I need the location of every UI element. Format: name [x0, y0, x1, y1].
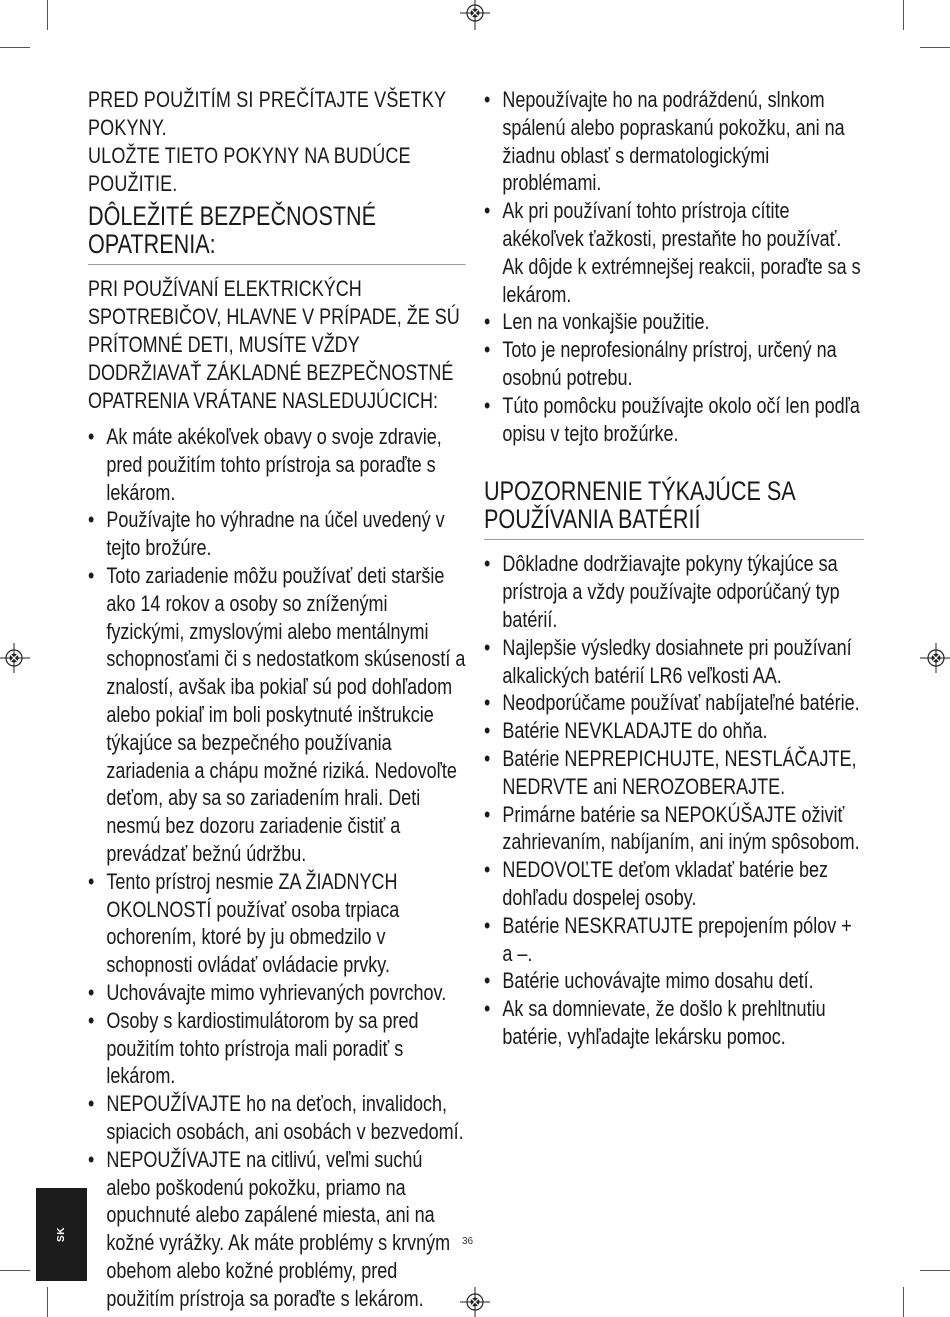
language-tab: [36, 1188, 87, 1281]
right-column: [484, 86, 864, 1051]
page-number: 36: [462, 1236, 474, 1247]
list-item: • Neodporúčame používať nabíjateľné batérie.: [484, 689, 864, 717]
list-item: • Batérie uchovávajte mimo dosahu detí.: [484, 967, 864, 995]
list-item: • Toto je neprofesionálny prístroj, určený na osobnú potrebu.: [484, 336, 864, 392]
registration-mark-icon: [460, 0, 490, 30]
safety-list-continued: [484, 86, 864, 447]
list-item: • Batérie NEPREPICHUJTE, NESTLÁČAJTE, NEDRVTE ani NEROZOBERAJTE.: [484, 745, 864, 801]
list-item: • Ak máte akékoľvek obavy o svoje zdravie, pred použitím tohto prístroja sa poraďte s lekárom.: [88, 423, 466, 506]
list-item: • Nepoužívajte ho na podráždenú, slnkom spálenú alebo popraskanú pokožku, ani na žiadnu oblasť s dermatologickými problémami.: [484, 86, 864, 197]
intro-block: PRI POUŽÍVANÍ ELEKTRICKÝCH SPOTREBIČOV, HLAVNE V PRÍPADE, ŽE SÚ PRÍTOMNÉ DETI, MUSÍTE VŽDY DODRŽIAVAŤ ZÁKLADNÉ BEZPEČNOSTNÉ OPATRENIA VRÁTANE NASLEDUJÚCICH:: [88, 276, 460, 413]
list-item: • Najlepšie výsledky dosiahnete pri používaní alkalických batérií LR6 veľkosti AA.: [484, 634, 864, 690]
crop-mark: [920, 1270, 950, 1271]
list-item: • Túto pomôcku používajte okolo očí len podľa opisu v tejto brožúrke.: [484, 392, 864, 448]
crop-mark: [47, 0, 48, 30]
list-item: • Toto zariadenie môžu používať deti staršie ako 14 rokov a osoby so zníženými fyzickými, zmyslovými alebo mentálnymi schopnosťami či s nedostatkom skúseností a znalostí, avšak iba pokiaľ sú pod dohľadom alebo pokiaľ im boli poskytnuté inštrukcie týkajúce sa bezpečného používania zariadenia a chápu možné riziká. Nedovoľte deťom, aby sa so zariadením hrali. Deti nesmú bez dozoru zariadenie čistiť a prevádzať bežnú údržbu.: [88, 562, 466, 868]
list-item: • Používajte ho výhradne na účel uvedený v tejto brožúre.: [88, 506, 466, 562]
list-item: • NEPOUŽÍVAJTE ho na deťoch, invalidoch, spiacich osobách, ani osobách v bezvedomí.: [88, 1090, 466, 1146]
battery-heading: UPOZORNENIE TÝKAJÚCE SA POUŽÍVANIA BATÉRIÍ: [484, 473, 864, 540]
battery-list: [484, 550, 864, 1050]
crop-mark: [903, 0, 904, 30]
list-item: • Ak sa domnievate, že došlo k prehltnutiu batérie, vyhľadajte lekársku pomoc.: [484, 995, 864, 1051]
crop-mark: [0, 1270, 30, 1271]
crop-mark: [0, 47, 30, 48]
crop-mark: [920, 47, 950, 48]
language-tab-label: SK: [56, 1227, 67, 1242]
intro-line: ULOŽTE TIETO POKYNY NA BUDÚCE POUŽITIE.: [88, 143, 411, 196]
intro-line: PRED POUŽITÍM SI PREČÍTAJTE VŠETKY POKYNY.: [88, 87, 446, 140]
list-item: • Len na vonkajšie použitie.: [484, 308, 864, 336]
list-item: • Osoby s kardiostimulátorom by sa pred použitím tohto prístroja mali poradiť s lekárom.: [88, 1007, 466, 1090]
list-item: • Batérie NESKRATUJTE prepojením pólov + a –.: [484, 912, 864, 968]
list-item: • Tento prístroj nesmie ZA ŽIADNYCH OKOLNOSTÍ používať osoba trpiaca ochorením, ktoré by ju obmedzilo v schopnosti ovládať ovládacie prvky.: [88, 868, 466, 979]
list-item: • Ak pri používaní tohto prístroja cítite akékoľvek ťažkosti, prestaňte ho používať. Ak dôjde k extrémnejšej reakcii, poraďte sa s lekárom.: [484, 197, 864, 308]
left-column: [88, 86, 466, 1313]
list-item: • Dôkladne dodržiavajte pokyny týkajúce sa prístroja a vždy používajte odporúčaný typ batérií.: [484, 550, 864, 633]
section-heading: DÔLEŽITÉ BEZPEČNOSTNÉ OPATRENIA:: [88, 198, 466, 265]
registration-mark-icon: [920, 643, 950, 673]
list-item: • NEPOUŽÍVAJTE na citlivú, veľmi suchú alebo poškodenú pokožku, priamo na opuchnuté alebo zapálené miesta, ani na kožné vyrážky. Ak máte problémy s krvným obehom alebo kožné problémy, pred použitím prístroja sa poraďte s lekárom.: [88, 1146, 466, 1313]
crop-mark: [47, 1287, 48, 1317]
list-item: • Primárne batérie sa NEPOKÚŠAJTE oživiť zahrievaním, nabíjaním, ani iným spôsobom.: [484, 801, 864, 857]
list-item: • Uchovávajte mimo vyhrievaných povrchov.: [88, 979, 466, 1007]
list-item: • Batérie NEVKLADAJTE do ohňa.: [484, 717, 864, 745]
crop-mark: [903, 1287, 904, 1317]
safety-list: [88, 423, 466, 1313]
list-item: • NEDOVOĽTE deťom vkladať batérie bez dohľadu dospelej osoby.: [484, 856, 864, 912]
registration-mark-icon: [0, 643, 30, 673]
